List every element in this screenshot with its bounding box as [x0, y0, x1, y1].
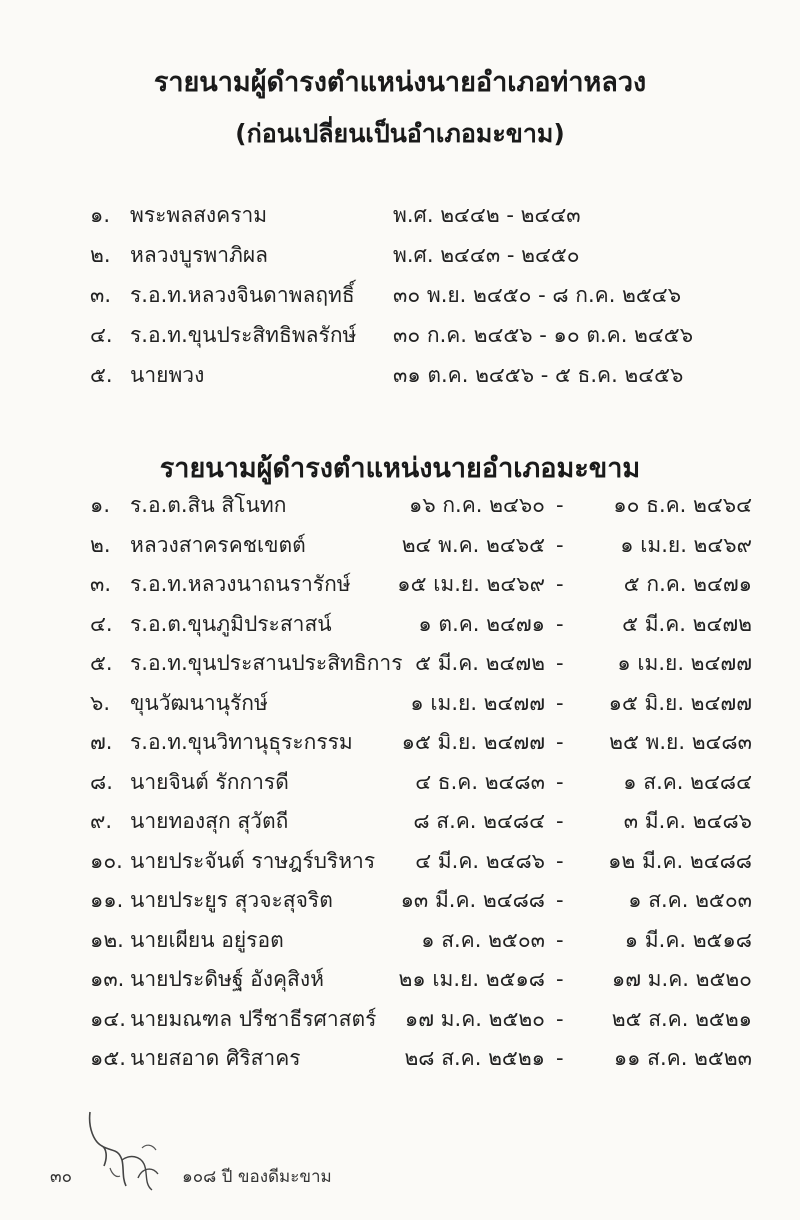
- term-end: ๑ เม.ย. ๒๔๗๗: [617, 651, 752, 675]
- term-end: ๒๕ ส.ค. ๒๕๒๑: [611, 1007, 752, 1031]
- person-name: นายเผียน อยู่รอต: [130, 928, 284, 952]
- elephant-logo-icon: [82, 1108, 172, 1196]
- date-separator: -: [556, 730, 564, 754]
- date-separator: -: [556, 493, 564, 517]
- term-start: ๑ เม.ย. ๒๔๗๗: [410, 691, 545, 715]
- date-separator: -: [556, 849, 564, 873]
- person-name: นายมณฑล ปรีชาธีรศาสตร์: [130, 1007, 377, 1031]
- person-name: นายประจันต์ ราษฎร์บริหาร: [130, 849, 376, 873]
- person-name: นายพวง: [130, 363, 205, 387]
- section1-subtitle: (ก่อนเปลี่ยนเป็นอำเภอมะขาม): [235, 119, 565, 148]
- term-start: ๕ มี.ค. ๒๔๗๒: [415, 651, 545, 675]
- term-start: ๑๕ มิ.ย. ๒๔๗๗: [401, 730, 545, 754]
- term-start: ๑๓ มี.ค. ๒๔๘๘: [400, 888, 545, 912]
- page-number: ๓๐: [50, 1167, 72, 1187]
- table-row: [0, 724, 800, 760]
- table-row: [0, 566, 800, 602]
- item-number: ๘.: [90, 770, 113, 794]
- item-number: ๑.: [90, 203, 111, 227]
- item-number: ๔.: [90, 612, 113, 636]
- term-end: ๕ ก.ค. ๒๔๗๑: [623, 572, 752, 596]
- term-end: ๑๒ มี.ค. ๒๔๘๘: [608, 849, 752, 873]
- table-row: [0, 645, 800, 681]
- date-separator: -: [556, 651, 564, 675]
- term-dates: ๓๐ ก.ค. ๒๔๕๖ - ๑๐ ต.ค. ๒๔๕๖: [393, 323, 694, 347]
- date-separator: -: [556, 1046, 564, 1070]
- person-name: ร.อ.ท.หลวงจินดาพลฤทธิ์: [130, 283, 355, 307]
- table-row: [0, 922, 800, 958]
- term-end: ๑๕ มิ.ย. ๒๔๗๗: [608, 691, 752, 715]
- table-row: [0, 685, 800, 721]
- person-name: ร.อ.ท.ขุนวิทานุธุระกรรม: [130, 730, 353, 754]
- term-end: ๒๕ พ.ย. ๒๔๘๓: [609, 730, 752, 754]
- table-row: [0, 764, 800, 800]
- date-separator: -: [556, 572, 564, 596]
- item-number: ๒.: [90, 243, 111, 267]
- date-separator: -: [556, 809, 564, 833]
- person-name: ร.อ.ท.ขุนประสิทธิพลรักษ์: [130, 323, 357, 347]
- person-name: พระพลสงคราม: [130, 203, 268, 227]
- person-name: ร.อ.ท.หลวงนาถนรารักษ์: [130, 572, 351, 596]
- person-name: นายจินต์ รักการดี: [130, 770, 289, 794]
- book-title: ๑๐๘ ปี ของดีมะขาม: [182, 1167, 332, 1187]
- item-number: ๓.: [90, 572, 112, 596]
- list-item: [0, 357, 800, 393]
- list-item: [0, 197, 800, 233]
- list-item: [0, 277, 800, 313]
- table-row: [0, 843, 800, 879]
- term-end: ๑ เม.ย. ๒๔๖๙: [620, 533, 752, 557]
- section2-title: รายนามผู้ดำรงตำแหน่งนายอำเภอมะขาม: [159, 453, 641, 484]
- item-number: ๑๔.: [90, 1007, 126, 1031]
- item-number: ๑๕.: [90, 1046, 126, 1070]
- term-start: ๔ ธ.ค. ๒๔๘๓: [415, 770, 545, 794]
- item-number: ๑๓.: [90, 967, 125, 991]
- table-row: [0, 1040, 800, 1076]
- term-start: ๒๘ ส.ค. ๒๕๒๑: [404, 1046, 545, 1070]
- item-number: ๔.: [90, 323, 113, 347]
- person-name: หลวงบูรพาภิผล: [130, 243, 269, 267]
- term-start: ๒๑ เม.ย. ๒๕๑๘: [398, 967, 545, 991]
- term-start: ๑ ต.ค. ๒๔๗๑: [418, 612, 545, 636]
- table-row: [0, 1001, 800, 1037]
- item-number: ๕.: [90, 651, 113, 675]
- list-item: [0, 317, 800, 353]
- item-number: ๒.: [90, 533, 111, 557]
- term-end: ๕ มี.ค. ๒๔๗๒: [622, 612, 752, 636]
- person-name: นายประดิษฐ์ อังคุสิงห์: [130, 967, 324, 991]
- term-end: ๑๐ ธ.ค. ๒๔๖๔: [613, 493, 752, 517]
- person-name: ร.อ.ต.ขุนภูมิประสาสน์: [130, 612, 332, 636]
- term-end: ๑๗ ม.ค. ๒๕๒๐: [611, 967, 752, 991]
- term-end: ๑ ส.ค. ๒๕๐๓: [628, 888, 752, 912]
- item-number: ๓.: [90, 283, 112, 307]
- term-end: ๑ ส.ค. ๒๔๘๔: [623, 770, 752, 794]
- item-number: ๑๐.: [90, 849, 123, 873]
- date-separator: -: [556, 770, 564, 794]
- item-number: ๕.: [90, 363, 113, 387]
- list-item: [0, 237, 800, 273]
- person-name: นายประยูร สุวจะสุจริต: [130, 888, 333, 912]
- date-separator: -: [556, 888, 564, 912]
- term-dates: ๓๑ ต.ค. ๒๔๕๖ - ๕ ธ.ค. ๒๔๕๖: [393, 363, 684, 387]
- term-start: ๑๖ ก.ค. ๒๔๖๐: [408, 493, 545, 517]
- term-start: ๘ ส.ค. ๒๔๘๔: [413, 809, 545, 833]
- person-name: นายทองสุก สุวัตถี: [130, 809, 289, 833]
- term-start: ๑๕ เม.ย. ๒๔๖๙: [397, 572, 545, 596]
- term-start: ๒๔ พ.ค. ๒๔๖๕: [401, 533, 545, 557]
- term-dates: พ.ศ. ๒๔๔๒ - ๒๔๔๓: [393, 203, 581, 227]
- term-end: ๑ มี.ค. ๒๕๑๘: [624, 928, 752, 952]
- person-name: ร.อ.ต.สิน สิโนทก: [130, 493, 287, 517]
- item-number: ๙.: [90, 809, 113, 833]
- item-number: ๑๑.: [90, 888, 124, 912]
- term-end: ๓ มี.ค. ๒๔๘๖: [623, 809, 752, 833]
- term-start: ๑๗ ม.ค. ๒๕๒๐: [404, 1007, 545, 1031]
- item-number: ๑.: [90, 493, 111, 517]
- date-separator: -: [556, 967, 564, 991]
- table-row: [0, 487, 800, 523]
- date-separator: -: [556, 612, 564, 636]
- table-row: [0, 961, 800, 997]
- item-number: ๖.: [90, 691, 111, 715]
- person-name: นายสอาด ศิริสาคร: [130, 1046, 301, 1070]
- term-dates: พ.ศ. ๒๔๔๓ - ๒๔๕๐: [393, 243, 580, 267]
- term-end: ๑๑ ส.ค. ๒๕๒๓: [613, 1046, 752, 1070]
- date-separator: -: [556, 533, 564, 557]
- term-start: ๑ ส.ค. ๒๕๐๓: [421, 928, 545, 952]
- person-name: ขุนวัฒนานุรักษ์: [130, 691, 268, 715]
- table-row: [0, 606, 800, 642]
- table-row: [0, 803, 800, 839]
- item-number: ๗.: [90, 730, 113, 754]
- date-separator: -: [556, 691, 564, 715]
- term-dates: ๓๐ พ.ย. ๒๔๕๐ - ๘ ก.ค. ๒๕๔๖: [393, 283, 682, 307]
- section1-title: รายนามผู้ดำรงตำแหน่งนายอำเภอท่าหลวง: [153, 67, 647, 98]
- table-row: [0, 882, 800, 918]
- item-number: ๑๒.: [90, 928, 124, 952]
- date-separator: -: [556, 1007, 564, 1031]
- table-row: [0, 527, 800, 563]
- date-separator: -: [556, 928, 564, 952]
- person-name: หลวงสาครคชเขตต์: [130, 533, 306, 557]
- term-start: ๔ มี.ค. ๒๔๘๖: [415, 849, 545, 873]
- person-name: ร.อ.ท.ขุนประสานประสิทธิการ: [130, 651, 403, 675]
